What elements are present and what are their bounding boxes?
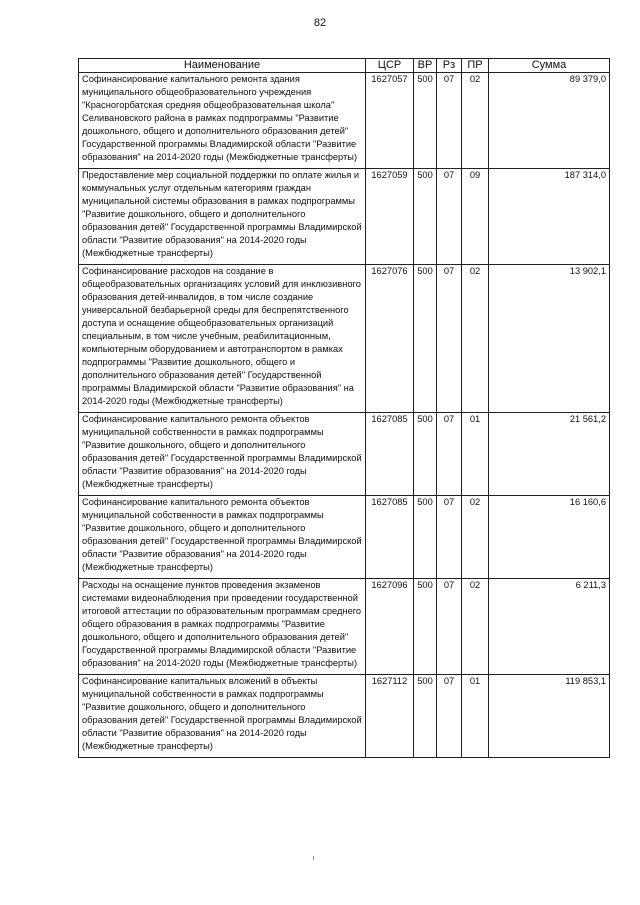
row-csr: 1627085: [366, 413, 414, 496]
row-name-cell: [79, 413, 366, 496]
row-rz: 07: [437, 413, 462, 496]
row-vr: 500: [414, 496, 437, 579]
row-rz: 07: [437, 169, 462, 265]
header-vr: ВР: [414, 59, 437, 73]
row-name: Софинансирование капитального ремонта здания муниципального общеобразовательного учреждения "Красногорбатская средняя общеобразовательная школа" Селивановского района в рамках подпрограммы "Развитие дошкольного, общего и дополнительного образования детей" Государственной программы Владимирской области "Развитие образования" на 2014-2020 годы (Межбюджетные трансферты): [82, 74, 358, 162]
row-csr: 1627057: [366, 73, 414, 169]
row-vr: 500: [414, 675, 437, 758]
header-csr: ЦСР: [366, 59, 414, 73]
row-name: Софинансирование расходов на создание в общеобразовательных организациях условий для инклюзивного образования детей-инвалидов, в том числе создание универсальной безбарьерной среды для беспрепятственного доступа и оснащение общеобразовательных организаций специальным, в том числе учебным, реабилитационным, компьютерным оборудованием и автотранспортом в рамках подпрограммы "Развитие дошкольного, общего и дополнительного образования детей" Государственной программы Владимирской области "Развитие образования" на 2014-2020 годы (Межбюджетные трансферты): [82, 266, 361, 406]
row-sum: 89 379,0: [489, 73, 610, 169]
row-name: Предоставление мер социальной поддержки по оплате жилья и коммунальных услуг отдельным категориям граждан муниципальной системы образования в рамках подпрограммы "Развитие дошкольного, общего и дополнительного образования детей" Государственной программы Владимирской области "Развитие образования" на 2014-2020 годы (Межбюджетные трансферты): [82, 170, 362, 258]
row-csr: 1627059: [366, 169, 414, 265]
row-name: Расходы на оснащение пунктов проведения экзаменов системами видеонаблюдения при проведении государственной итоговой аттестации по образовательным программам среднего общего образования в рамках подпрограммы "Развитие дошкольного, общего и дополнительного образования детей" Государственной программы Владимирской области "Развитие образования" на 2014-2020 годы (Межбюджетные трансферты): [82, 580, 362, 668]
row-name: Софинансирование капитального ремонта объектов муниципальной собственности в рамках подпрограммы "Развитие дошкольного, общего и дополнительного образования детей" Государственной программы Владимирской области "Развитие образования" на 2014-2020 годы (Межбюджетные трансферты): [82, 497, 362, 572]
row-sum: 187 314,0: [489, 169, 610, 265]
page-number: 82: [313, 17, 327, 29]
row-sum: 16 160,6: [489, 496, 610, 579]
header-name: Наименование: [79, 59, 366, 73]
table-row: [79, 413, 610, 496]
row-rz: 07: [437, 265, 462, 413]
row-name-cell: [79, 675, 366, 758]
row-csr: 1627096: [366, 579, 414, 675]
table-row: [79, 73, 610, 169]
row-sum: 119 853,1: [489, 675, 610, 758]
row-pr: 09: [462, 169, 489, 265]
row-name: Софинансирование капитального ремонта объектов муниципальной собственности в рамках подпрограммы "Развитие дошкольного, общего и дополнительного образования детей" Государственной программы Владимирской области "Развитие образования" на 2014-2020 годы (Межбюджетные трансферты): [82, 414, 362, 489]
header-sum: Сумма: [489, 59, 610, 73]
row-vr: 500: [414, 265, 437, 413]
row-pr: 02: [462, 73, 489, 169]
row-sum: 13 902,1: [489, 265, 610, 413]
row-csr: 1627085: [366, 496, 414, 579]
table-row: [79, 675, 610, 758]
row-pr: 01: [462, 413, 489, 496]
row-vr: 500: [414, 413, 437, 496]
table-header-row: [79, 59, 610, 73]
row-name-cell: [79, 496, 366, 579]
row-csr: 1627076: [366, 265, 414, 413]
row-sum: 21 561,2: [489, 413, 610, 496]
row-csr: 1627112: [366, 675, 414, 758]
header-rz: Рз: [437, 59, 462, 73]
row-rz: 07: [437, 73, 462, 169]
row-sum: 6 211,3: [489, 579, 610, 675]
table-row: [79, 579, 610, 675]
row-pr: 01: [462, 675, 489, 758]
row-rz: 07: [437, 579, 462, 675]
budget-table: [78, 58, 610, 758]
row-name-cell: [79, 265, 366, 413]
row-pr: 02: [462, 579, 489, 675]
row-vr: 500: [414, 169, 437, 265]
row-pr: 02: [462, 496, 489, 579]
row-rz: 07: [437, 675, 462, 758]
row-vr: 500: [414, 73, 437, 169]
table-row: [79, 496, 610, 579]
row-pr: 02: [462, 265, 489, 413]
row-name-cell: [79, 169, 366, 265]
row-name-cell: [79, 73, 366, 169]
row-name-cell: [79, 579, 366, 675]
row-vr: 500: [414, 579, 437, 675]
table-row: [79, 169, 610, 265]
scan-mark: [313, 856, 314, 860]
header-pr: ПР: [462, 59, 489, 73]
table-row: [79, 265, 610, 413]
row-rz: 07: [437, 496, 462, 579]
row-name: Софинансирование капитальных вложений в объекты муниципальной собственности в рамках подпрограммы "Развитие дошкольного, общего и дополнительного образования детей" Государственной программы Владимирской области "Развитие образования" на 2014-2020 годы (Межбюджетные трансферты): [82, 676, 362, 751]
